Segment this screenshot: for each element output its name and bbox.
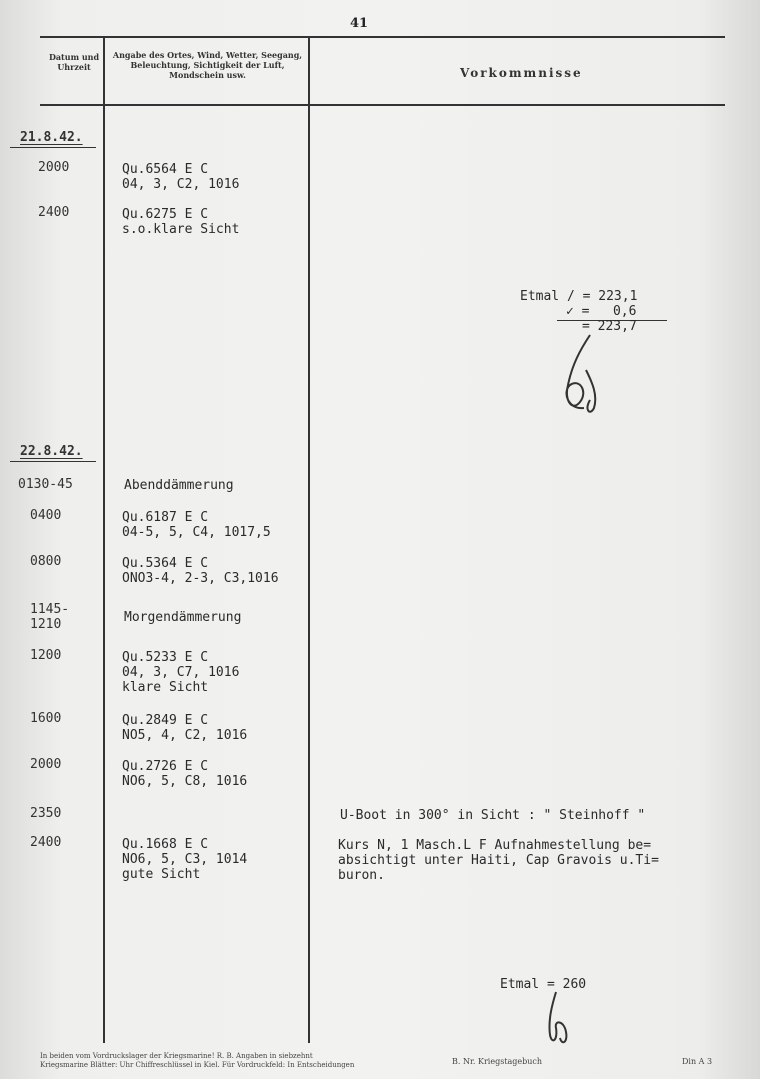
header-location-weather: Angabe des Ortes, Wind, Wetter, Seegang, Beleuchtung, Sichtigkeit der Luft, Mondschein usw. (112, 50, 303, 80)
entry-position: Morgendämmerung (124, 610, 242, 625)
header-date-time: Datum und Uhrzeit (48, 52, 100, 72)
date-label: 22.8.42. (20, 444, 83, 459)
footer-paper-size: Din A 3 (682, 1057, 713, 1066)
header-top-rule (40, 36, 725, 38)
etmal-line: Etmal / = 223,1 (520, 289, 638, 304)
page-number: 41 (350, 16, 369, 31)
entry-time: 0800 (30, 554, 62, 569)
entry-time: 2000 (30, 757, 62, 772)
etmal-line: ✓ = 0,6 (566, 304, 637, 319)
signature-initials (550, 330, 620, 420)
entry-position: Qu.2849 E C NO5, 4, C2, 1016 (122, 713, 248, 743)
entry-time: 2350 (30, 806, 62, 821)
entry-time: 2400 (38, 205, 70, 220)
entry-time: 1600 (30, 711, 62, 726)
entry-time: 0400 (30, 508, 62, 523)
entry-position: Qu.1668 E C NO6, 5, C3, 1014 gute Sicht (122, 837, 248, 882)
footer-form-name: B. Nr. Kriegstagebuch (452, 1057, 543, 1066)
entry-position: Qu.5364 E C ONO3-4, 2-3, C3,1016 (122, 556, 279, 586)
entry-time: 2000 (38, 160, 70, 175)
date-underline (10, 461, 96, 462)
date-underline (10, 147, 96, 148)
entry-time: 2400 (30, 835, 62, 850)
entry-position: Qu.5233 E C 04, 3, C7, 1016 klare Sicht (122, 650, 240, 695)
entry-position: Qu.6564 E C 04, 3, C2, 1016 (122, 162, 240, 192)
entry-position: Abenddämmerung (124, 478, 234, 493)
footer-print-note: Kriegsmarine Blätter: Uhr Chiffreschlüssel in Kiel. Für Vordruckfeld: In Entscheidungen (40, 1061, 355, 1069)
entry-event: U-Boot in 300° in Sicht : " Steinhoff " (340, 808, 646, 823)
column-divider-2 (308, 38, 310, 1043)
header-events: Vorkommnisse (460, 66, 583, 80)
etmal-total: = 223,7 (582, 319, 637, 334)
footer-print-note: In beiden vom Vordruckslager der Kriegsmarine! R. B. Angaben in siebzehnt (40, 1052, 313, 1060)
entry-position: Qu.6275 E C s.o.klare Sicht (122, 207, 240, 237)
entry-position: Qu.2726 E C NO6, 5, C8, 1016 (122, 759, 248, 789)
entry-time: 0130-45 (18, 477, 73, 492)
column-divider-1 (103, 38, 105, 1043)
signature-initials (538, 990, 578, 1050)
entry-event: Kurs N, 1 Masch.L F Aufnahmestellung be= absichtigt unter Haiti, Cap Gravois u.Ti= buron. (338, 838, 659, 883)
etmal-line: Etmal = 260 (500, 977, 587, 992)
date-label: 21.8.42. (20, 130, 83, 145)
entry-time: 1200 (30, 648, 62, 663)
entry-time: 1145- 1210 (30, 602, 70, 632)
header-bottom-rule (40, 104, 725, 106)
entry-position: Qu.6187 E C 04-5, 5, C4, 1017,5 (122, 510, 271, 540)
